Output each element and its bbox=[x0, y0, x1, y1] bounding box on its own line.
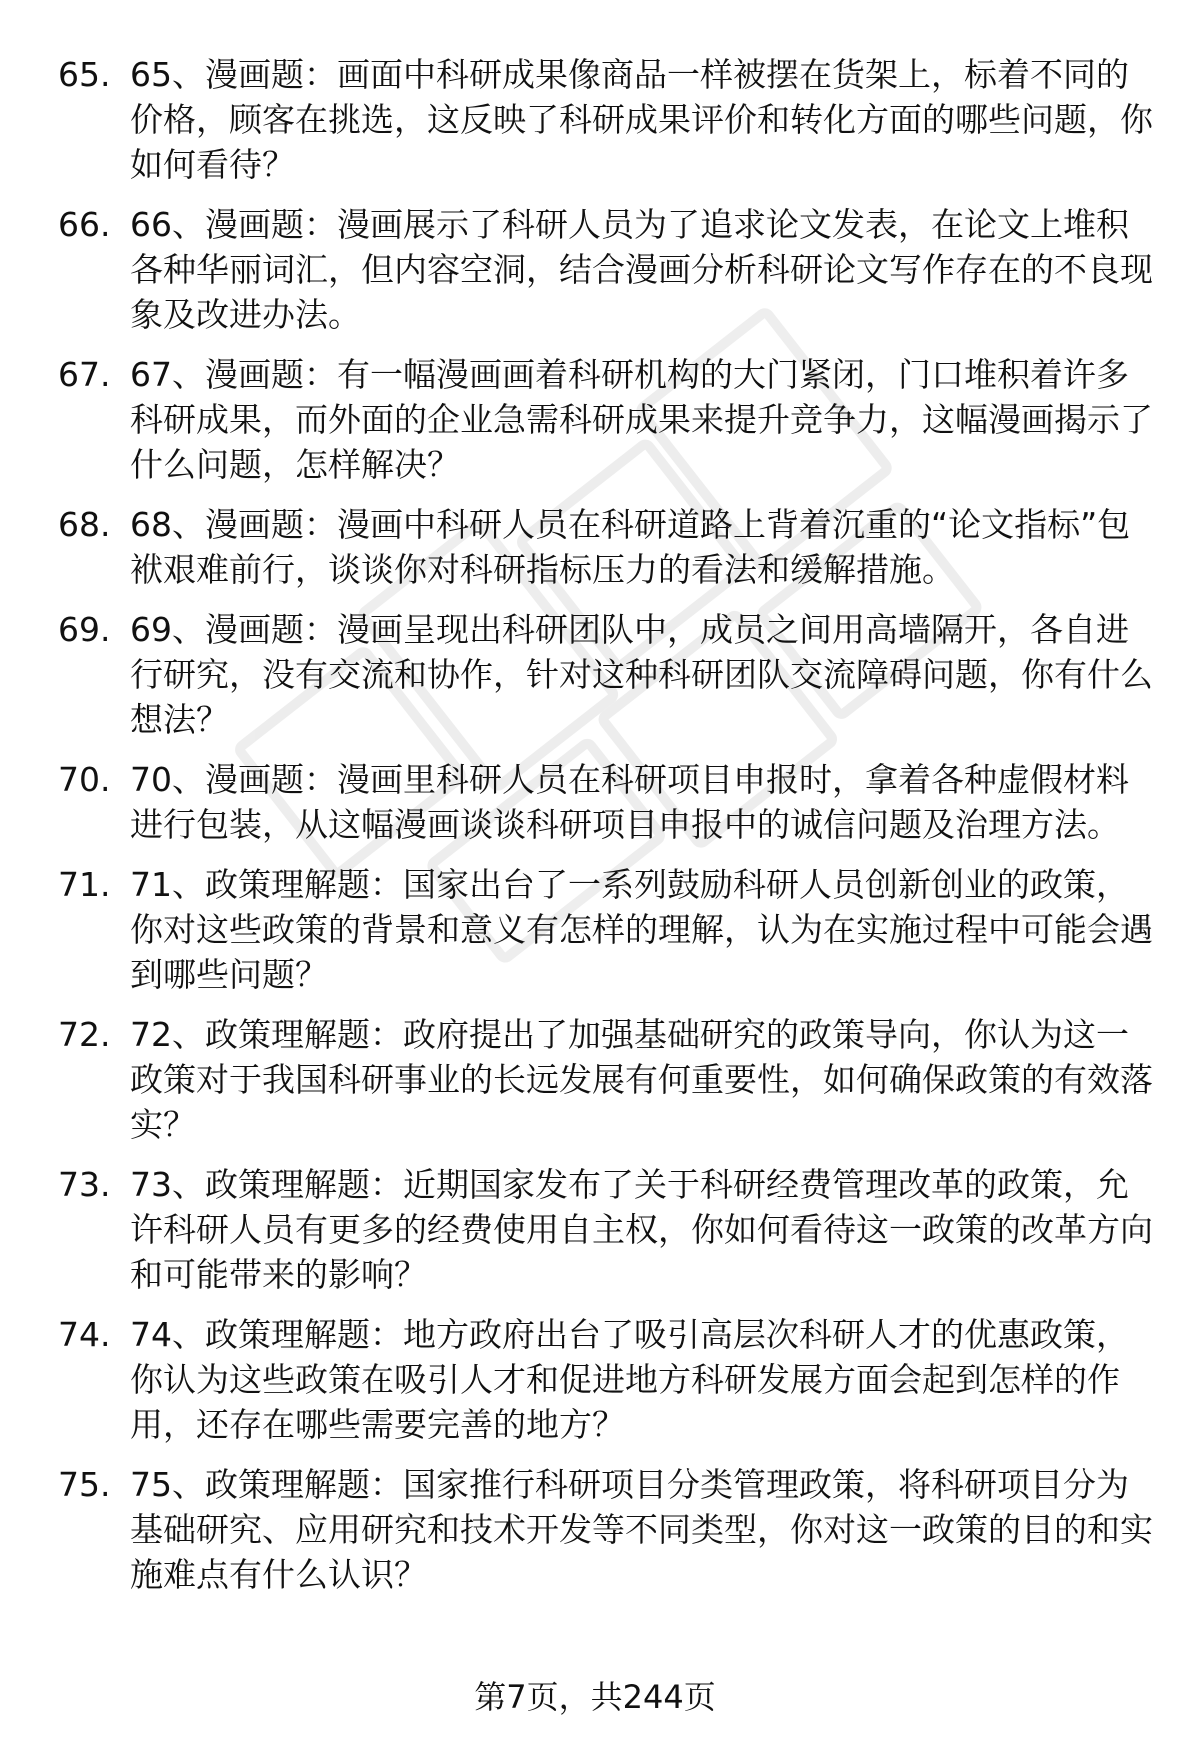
question-number: 67. bbox=[58, 355, 111, 394]
question-text: 67、漫画题：有一幅漫画画着科研机构的大门紧闭，门口堆积着许多科研成果，而外面的企业急需科研成果来提升竞争力，这幅漫画揭示了什么问题，怎样解决？ bbox=[130, 355, 1153, 484]
question-text: 72、政策理解题：政府提出了加强基础研究的政策导向，你认为这一政策对于我国科研事业的长远发展有何重要性，如何确保政策的有效落实？ bbox=[130, 1015, 1153, 1144]
question-text: 65、漫画题：画面中科研成果像商品一样被摆在货架上，标着不同的价格，顾客在挑选，这反映了科研成果评价和转化方面的哪些问题，你如何看待？ bbox=[130, 55, 1153, 184]
question-item bbox=[58, 862, 1156, 997]
question-item bbox=[58, 202, 1156, 337]
question-list bbox=[58, 52, 1156, 1612]
question-text: 68、漫画题：漫画中科研人员在科研道路上背着沉重的“论文指标”包袱艰难前行，谈谈你对科研指标压力的看法和缓解措施。 bbox=[130, 505, 1131, 589]
question-number: 73. bbox=[58, 1165, 111, 1204]
question-text: 70、漫画题：漫画里科研人员在科研项目申报时，拿着各种虚假材料进行包装，从这幅漫画谈谈科研项目申报中的诚信问题及治理方法。 bbox=[130, 760, 1129, 844]
question-item bbox=[58, 757, 1156, 847]
question-number: 66. bbox=[58, 205, 111, 244]
question-number: 70. bbox=[58, 760, 111, 799]
question-text: 75、政策理解题：国家推行科研项目分类管理政策，将科研项目分为基础研究、应用研究和技术开发等不同类型，你对这一政策的目的和实施难点有什么认识？ bbox=[130, 1465, 1153, 1594]
question-item bbox=[58, 352, 1156, 487]
question-number: 65. bbox=[58, 55, 111, 94]
question-number: 69. bbox=[58, 610, 111, 649]
question-item bbox=[58, 52, 1156, 187]
question-item bbox=[58, 502, 1156, 592]
page-number: 第7页，共244页 bbox=[474, 1678, 716, 1716]
question-text: 66、漫画题：漫画展示了科研人员为了追求论文发表，在论文上堆积各种华丽词汇，但内容空洞，结合漫画分析科研论文写作存在的不良现象及改进办法。 bbox=[130, 205, 1153, 334]
question-number: 74. bbox=[58, 1315, 111, 1354]
question-item bbox=[58, 1312, 1156, 1447]
question-number: 68. bbox=[58, 505, 111, 544]
question-text: 73、政策理解题：近期国家发布了关于科研经费管理改革的政策，允许科研人员有更多的经费使用自主权，你如何看待这一政策的改革方向和可能带来的影响？ bbox=[130, 1165, 1153, 1294]
question-number: 75. bbox=[58, 1465, 111, 1504]
question-item bbox=[58, 1012, 1156, 1147]
question-item bbox=[58, 1162, 1156, 1297]
question-number: 71. bbox=[58, 865, 111, 904]
question-text: 69、漫画题：漫画呈现出科研团队中，成员之间用高墙隔开，各自进行研究，没有交流和协作，针对这种科研团队交流障碍问题，你有什么想法？ bbox=[130, 610, 1153, 739]
question-text: 74、政策理解题：地方政府出台了吸引高层次科研人才的优惠政策，你认为这些政策在吸引人才和促进地方科研发展方面会起到怎样的作用，还存在哪些需要完善的地方？ bbox=[130, 1315, 1129, 1444]
question-item bbox=[58, 607, 1156, 742]
question-item bbox=[58, 1462, 1156, 1597]
question-text: 71、政策理解题：国家出台了一系列鼓励科研人员创新创业的政策，你对这些政策的背景和意义有怎样的理解，认为在实施过程中可能会遇到哪些问题？ bbox=[130, 865, 1153, 994]
question-number: 72. bbox=[58, 1015, 111, 1054]
